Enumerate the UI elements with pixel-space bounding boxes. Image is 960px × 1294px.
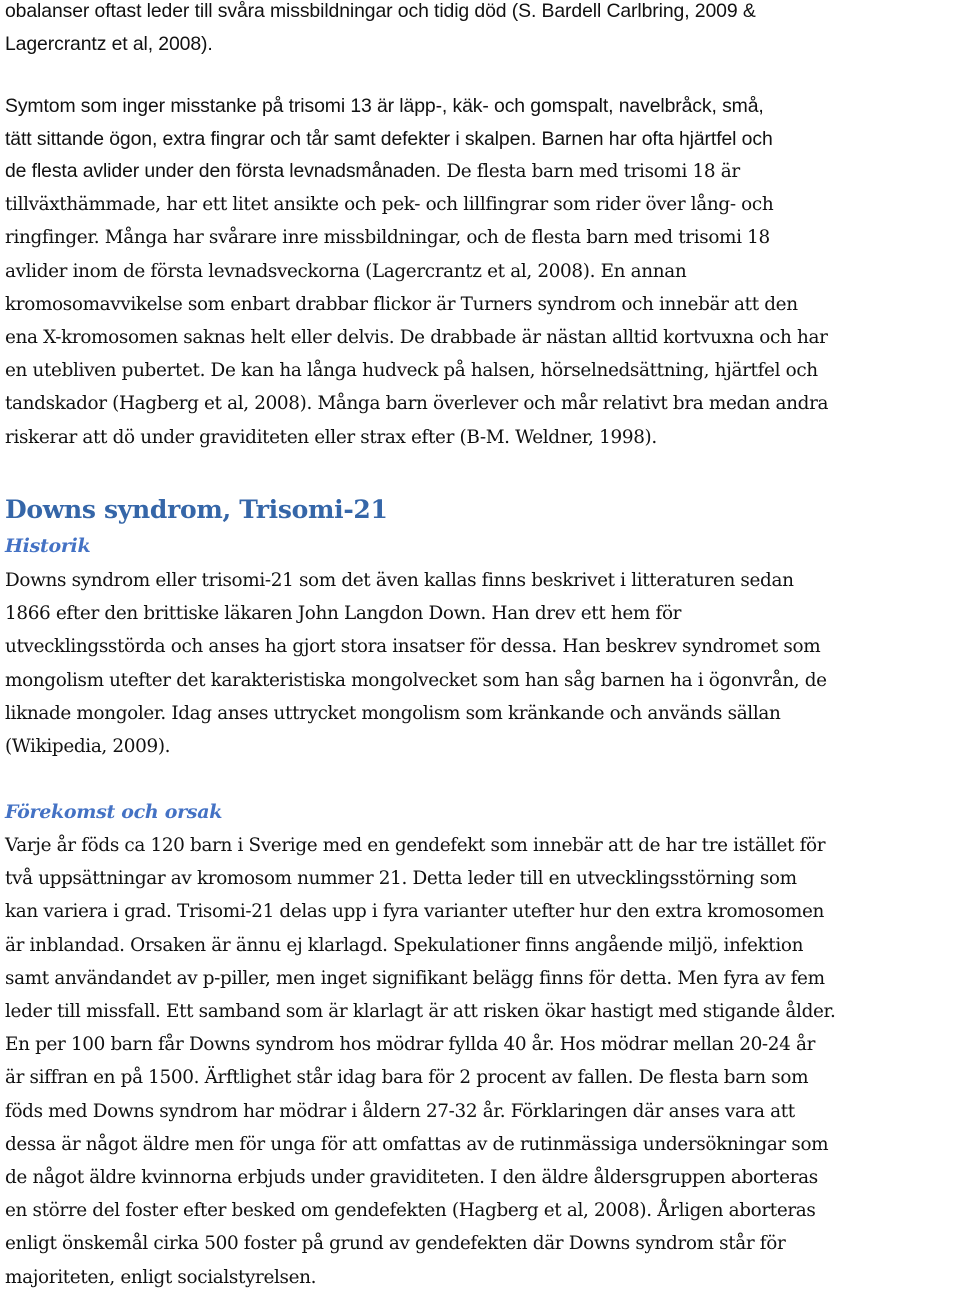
text-line: är siffran en på 1500. Ärftlighet står idag bara för 2 procent av fallen. De flesta barn som bbox=[5, 1067, 809, 1089]
text-line: Varje år föds ca 120 barn i Sverige med en gendefekt som innebär att de har tre istället för bbox=[5, 835, 826, 856]
text-line: två uppsättningar av kromosom nummer 21. Detta leder till en utvecklingsstörning som bbox=[5, 868, 797, 890]
text-line: tandskador (Hagberg et al, 2008). Många barn överlever och mår relativt bra medan andra bbox=[5, 393, 829, 415]
text-line: 1866 efter den brittiske läkaren John Langdon Down. Han drev ett hem för bbox=[5, 603, 682, 625]
text-line: riskerar att dö under graviditeten eller strax efter (B-M. Weldner, 1998). bbox=[5, 426, 657, 448]
text-line: liknade mongoler. Idag anses uttrycket mongolism som kränkande och används sällan bbox=[5, 702, 781, 724]
paragraph-intro bbox=[5, 0, 957, 60]
section-heading-downs: Downs syndrom, Trisomi-21 bbox=[5, 495, 388, 524]
paragraph-forekomst bbox=[5, 829, 957, 1294]
text-segment: de flesta avlider under den första levnadsmånaden. bbox=[5, 160, 441, 182]
paragraph-trisomi bbox=[5, 90, 957, 454]
text-line: leder till missfall. Ett samband som är klarlagt är att risken ökar hastigt med stigande ålder. bbox=[5, 1001, 836, 1023]
text-line: En per 100 barn får Downs syndrom hos mödrar fyllda 40 år. Hos mödrar mellan 20-24 år bbox=[5, 1034, 816, 1056]
text-line: en utebliven pubertet. De kan ha långa hudveck på halsen, hörselnedsättning, hjärtfel och bbox=[5, 360, 818, 382]
text-line: en större del foster efter besked om gendefekten (Hagberg et al, 2008). Årligen aborteras bbox=[5, 1200, 816, 1222]
text-line: de något äldre kvinnorna erbjuds under graviditeten. I den äldre åldersgruppen aborteras bbox=[5, 1167, 818, 1189]
text-line: tillväxthämmade, har ett litet ansikte och pek- och lillfingrar som rider över lång- och bbox=[5, 194, 774, 216]
text-line: tätt sittande ögon, extra fingrar och tår samt defekter i skalpen. Barnen har ofta hjärtfel och bbox=[5, 127, 773, 150]
text-line: kan variera i grad. Trisomi-21 delas upp i fyra varianter utefter hur den extra kromosomen bbox=[5, 901, 825, 923]
subheading-historik: Historik bbox=[5, 535, 91, 557]
text-line: ena X-kromosomen saknas helt eller delvis. De drabbade är nästan alltid kortvuxna och har bbox=[5, 327, 828, 349]
text-line: Symtom som inger misstanke på trisomi 13 är läpp-, käk- och gomspalt, navelbråck, små, bbox=[5, 95, 764, 117]
text-line: utvecklingsstörda och anses ha gjort stora insatser för dessa. Han beskrev syndromet som bbox=[5, 636, 821, 658]
text-line: majoriteten, enligt socialstyrelsen. bbox=[5, 1266, 317, 1288]
text-line: samt användandet av p-piller, men inget signifikant belägg finns för detta. Men fyra av fem bbox=[5, 967, 825, 989]
text-line: (Wikipedia, 2009). bbox=[5, 736, 171, 758]
text-line: dessa är något äldre men för unga för att omfattas av de rutinmässiga undersökningar som bbox=[5, 1133, 829, 1155]
subheading-forekomst: Förekomst och orsak bbox=[5, 801, 223, 823]
text-line: Lagercrantz et al, 2008). bbox=[5, 32, 213, 55]
text-segment: De flesta barn med trisomi 18 är bbox=[440, 161, 740, 182]
text-line: ringfinger. Många har svårare inre missbildningar, och de flesta barn med trisomi 18 bbox=[5, 227, 770, 249]
paragraph-historik bbox=[5, 564, 957, 763]
text-line: föds med Downs syndrom har mödrar i åldern 27-32 år. Förklaringen där anses vara att bbox=[5, 1100, 795, 1122]
text-line: mongolism utefter det karakteristiska mongolvecket som han såg barnen ha i ögonvrån, de bbox=[5, 669, 827, 691]
text-line-mixed bbox=[5, 155, 957, 188]
text-line: Downs syndrom eller trisomi-21 som det även kallas finns beskrivet i litteraturen sedan bbox=[5, 570, 794, 591]
text-line: är inblandad. Orsaken är ännu ej klarlagd. Spekulationer finns angående miljö, infektion bbox=[5, 934, 804, 956]
text-line: enligt önskemål cirka 500 foster på grund av gendefekten där Downs syndrom står för bbox=[5, 1233, 786, 1255]
text-line: avlider inom de första levnadsveckorna (Lagercrantz et al, 2008). En annan bbox=[5, 260, 687, 282]
text-line: obalanser oftast leder till svåra missbildningar och tidig död (S. Bardell Carlbring, 2009 & bbox=[5, 0, 756, 22]
text-line: kromosomavvikelse som enbart drabbar flickor är Turners syndrom och innebär att den bbox=[5, 293, 798, 315]
